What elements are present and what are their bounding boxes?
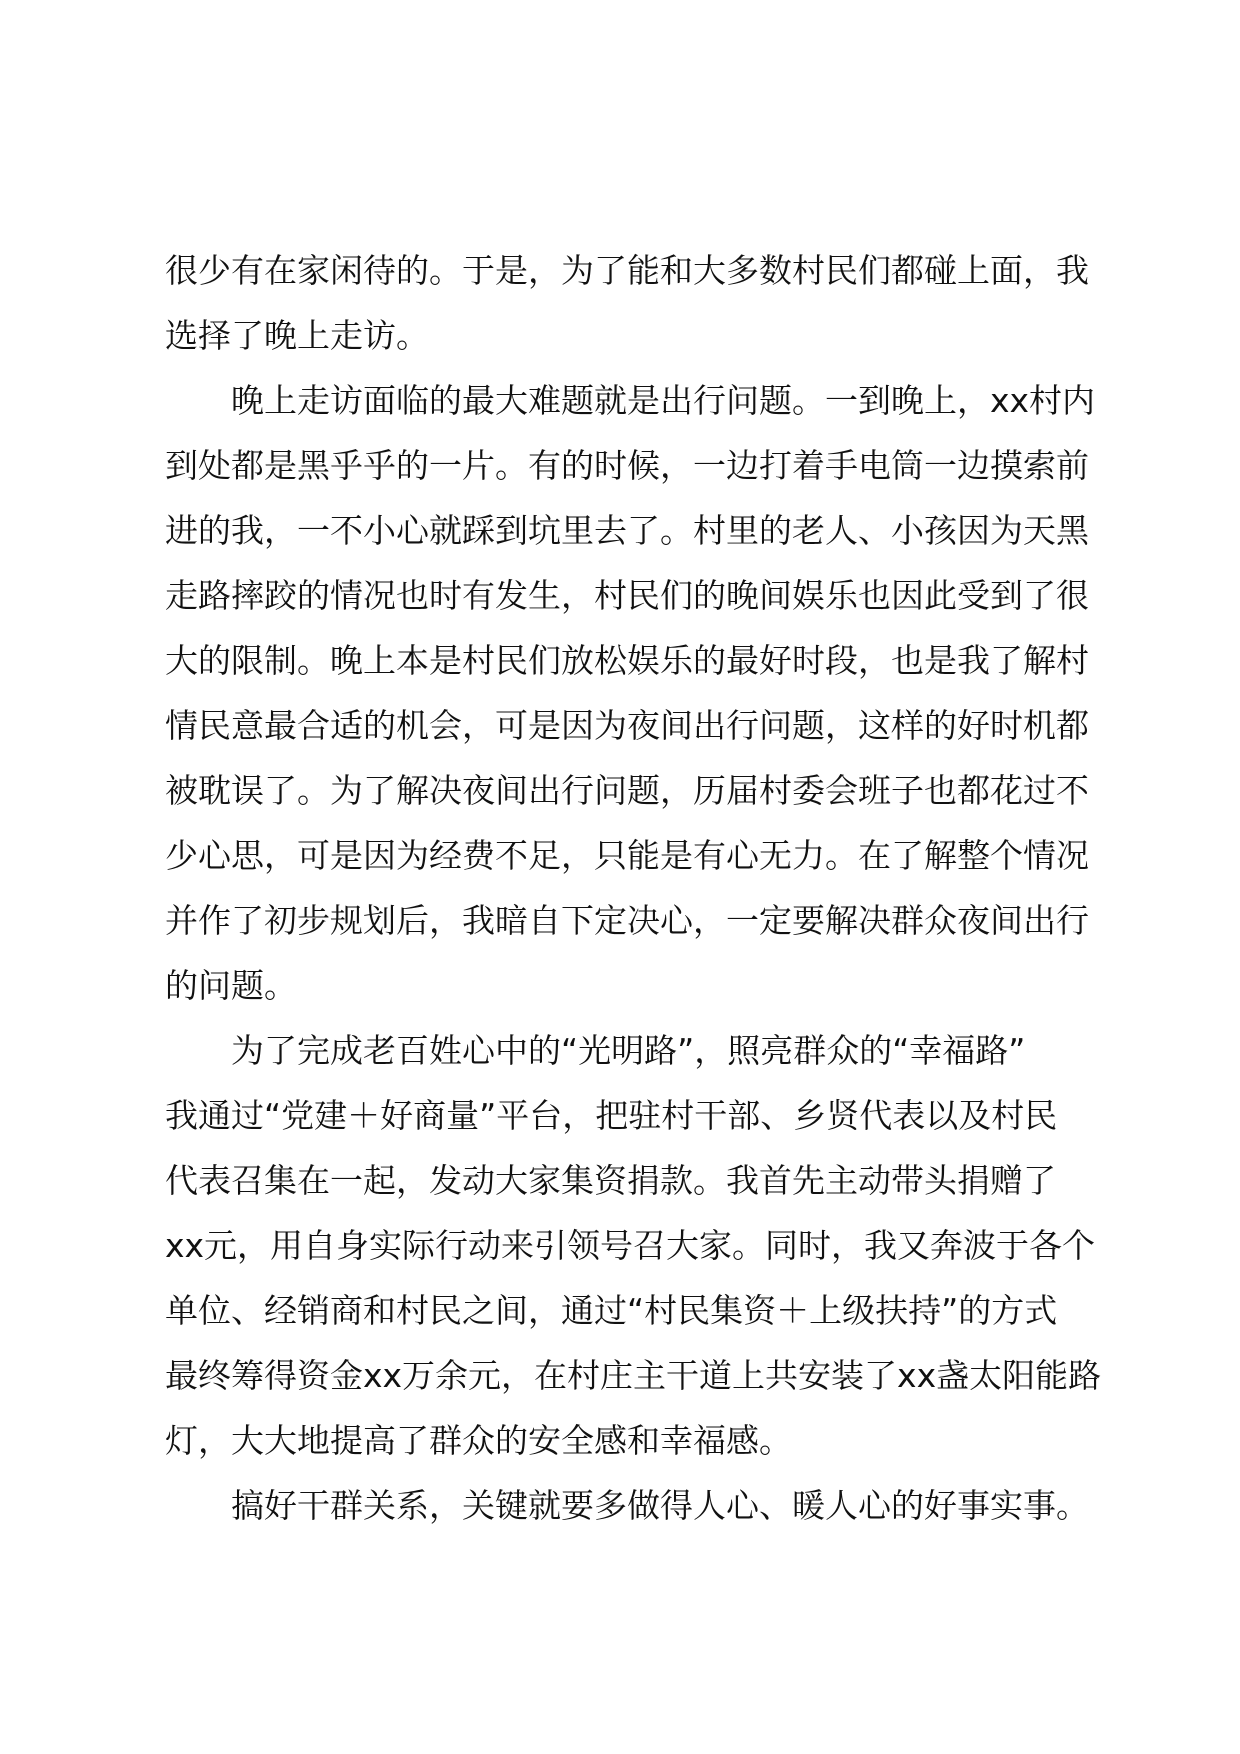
text-line: 情民意最合适的机会，可是因为夜间出行问题，这样的好时机都 — [165, 706, 1089, 745]
text-line: 灯，大大地提高了群众的安全感和幸福感。 — [165, 1421, 792, 1460]
text-line: 单位、经销商和村民之间，通过“村民集资＋上级扶持”的方式 — [165, 1291, 1058, 1330]
text-line: 很少有在家闲待的。于是，为了能和大多数村民们都碰上面，我 — [165, 251, 1089, 290]
text-line: 搞好干群关系，关键就要多做得人心、暖人心的好事实事。 — [231, 1486, 1089, 1525]
text-line: 的问题。 — [165, 966, 297, 1005]
text-line: 被耽误了。为了解决夜间出行问题，历届村委会班子也都花过不 — [165, 771, 1089, 810]
text-line: 最终筹得资金xx万余元，在村庄主干道上共安装了xx盏太阳能路 — [165, 1356, 1102, 1395]
paragraph-3 — [165, 1018, 1125, 1473]
paragraph-2 — [165, 368, 1125, 1018]
text-line: 晚上走访面临的最大难题就是出行问题。一到晚上，xx村内 — [231, 381, 1096, 420]
document-body — [165, 238, 1125, 1538]
paragraph-4 — [165, 1473, 1125, 1538]
text-line: 少心思，可是因为经费不足，只能是有心无力。在了解整个情况 — [165, 836, 1089, 875]
text-line: 进的我，一不小心就踩到坑里去了。村里的老人、小孩因为天黑 — [165, 511, 1089, 550]
paragraph-1 — [165, 238, 1125, 368]
text-line: 代表召集在一起，发动大家集资捐款。我首先主动带头捐赠了 — [165, 1161, 1056, 1200]
text-line: 选择了晚上走访。 — [165, 316, 429, 355]
text-line: 为了完成老百姓心中的“光明路”，照亮群众的“幸福路” — [231, 1031, 1026, 1070]
text-line: 到处都是黑乎乎的一片。有的时候，一边打着手电筒一边摸索前 — [165, 446, 1089, 485]
text-line: 大的限制。晚上本是村民们放松娱乐的最好时段，也是我了解村 — [165, 641, 1089, 680]
text-line: 并作了初步规划后，我暗自下定决心，一定要解决群众夜间出行 — [165, 901, 1089, 940]
text-line: 我通过“党建＋好商量”平台，把驻村干部、乡贤代表以及村民 — [165, 1096, 1058, 1135]
text-line: xx元，用自身实际行动来引领号召大家。同时，我又奔波于各个 — [165, 1226, 1096, 1265]
text-line: 走路摔跤的情况也时有发生，村民们的晚间娱乐也因此受到了很 — [165, 576, 1089, 615]
